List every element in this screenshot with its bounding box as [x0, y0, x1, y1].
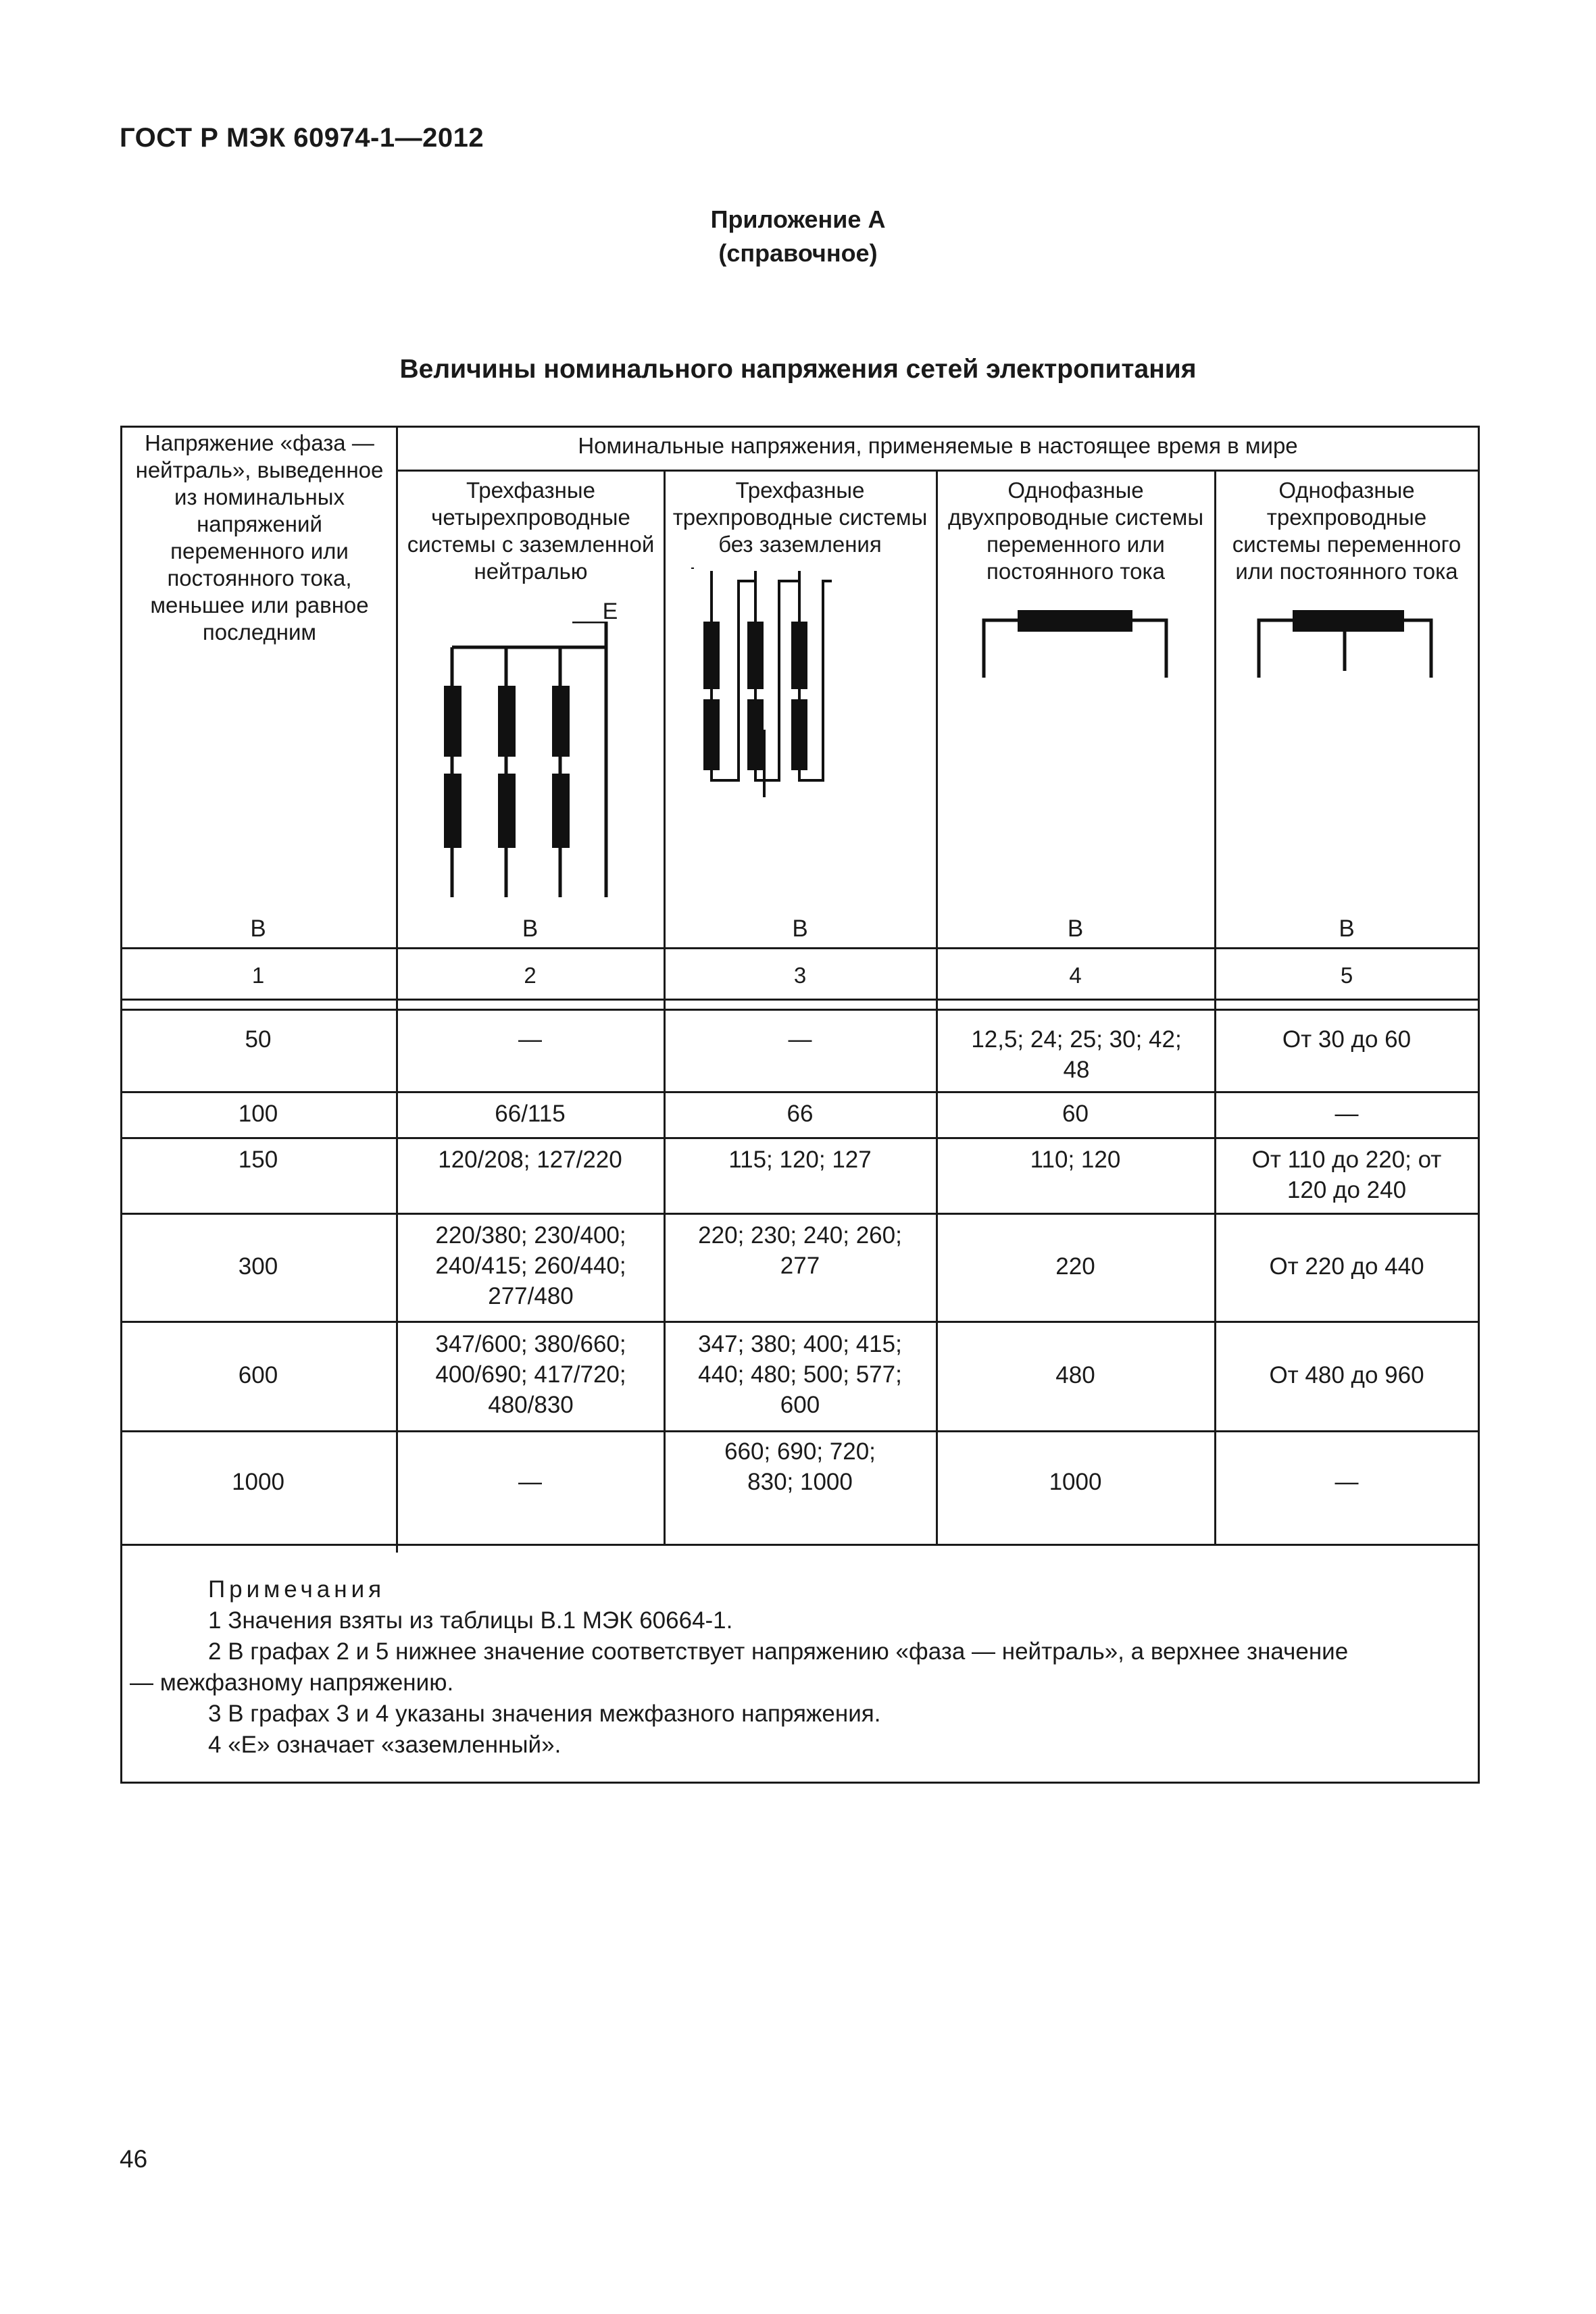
- note-item: — межфазному напряжению.: [130, 1669, 454, 1696]
- table-cell: 50: [245, 1026, 272, 1053]
- table-title: Величины номинального напряжения сетей электропитания: [399, 355, 1197, 384]
- table-cell: 1000: [1049, 1469, 1102, 1495]
- single-phase-three-wire-diagram: [1215, 593, 1478, 688]
- table-cell: 1000: [232, 1469, 284, 1495]
- table-cell: 347; 380; 400; 415; 440; 480; 500; 577; 600: [698, 1331, 902, 1418]
- note-item: 3 В графах 3 и 4 указаны значения межфазного напряжения.: [208, 1701, 881, 1727]
- table-cell: —: [1335, 1101, 1359, 1127]
- table-cell: От 480 до 960: [1269, 1362, 1424, 1388]
- col-number: 4: [1069, 963, 1082, 988]
- table-cell: 347/600; 380/660; 400/690; 417/720; 480/830: [435, 1331, 626, 1418]
- table-cell: 66/115: [495, 1101, 566, 1127]
- table-cell: 100: [238, 1101, 278, 1127]
- appendix-subtitle: (справочное): [718, 239, 878, 267]
- notes-title: Примечания: [208, 1576, 386, 1603]
- table-cell: —: [518, 1469, 542, 1495]
- voltage-table: [120, 426, 1480, 1784]
- units-divider: [120, 947, 1480, 949]
- table-cell: 300: [238, 1253, 278, 1280]
- table-cell: 12,5; 24; 25; 30; 42; 48: [971, 1026, 1182, 1083]
- row-divider: [120, 1321, 1480, 1323]
- table-body-bottom: [120, 1544, 1480, 1546]
- col-number: 5: [1340, 963, 1353, 988]
- table-cell: 660; 690; 720; 830; 1000: [724, 1438, 876, 1495]
- table-cell: 220: [1055, 1253, 1095, 1280]
- col4-header: Однофазные двухпроводные системы переменного или постоянного тока: [947, 478, 1204, 584]
- unit-col1: В: [250, 915, 266, 942]
- appendix-heading: [0, 203, 1596, 270]
- row-divider: [120, 1137, 1480, 1139]
- col-number: 1: [251, 963, 265, 988]
- table-cell: 220; 230; 240; 260; 277: [698, 1222, 902, 1279]
- numbers-divider: [120, 999, 1480, 1001]
- table-cell: От 220 до 440: [1269, 1253, 1424, 1280]
- note-item: 4 «Е» означает «заземленный».: [208, 1732, 562, 1758]
- row-divider: [120, 1430, 1480, 1432]
- note-item: 1 Значения взяты из таблицы В.1 МЭК 60664-1.: [208, 1607, 733, 1634]
- col-number: 2: [524, 963, 537, 988]
- notes-block: [120, 1574, 1480, 1761]
- col-number: 3: [793, 963, 807, 988]
- row-divider: [120, 1091, 1480, 1093]
- unit-col3: В: [792, 915, 808, 942]
- table-cell: 60: [1062, 1101, 1089, 1127]
- unit-col4: В: [1067, 915, 1084, 942]
- row-divider: [120, 1213, 1480, 1215]
- table-cell: 220/380; 230/400; 240/415; 260/440; 277/480: [435, 1222, 626, 1309]
- three-phase-four-wire-diagram: [397, 622, 664, 919]
- col2-header: Трехфазные четырехпроводные системы с заземленной нейтралью: [407, 478, 655, 584]
- group-header-divider: [397, 470, 1480, 472]
- appendix-title: Приложение А: [710, 205, 886, 233]
- col-divider: [396, 426, 398, 1553]
- numbers-divider-double: [120, 1009, 1480, 1011]
- table-cell: 480: [1055, 1362, 1095, 1388]
- table-cell: 66: [787, 1101, 814, 1127]
- table-cell: 110; 120: [1030, 1147, 1121, 1173]
- col5-header: Однофазные трехпроводные системы переменного или постоянного тока: [1232, 478, 1462, 584]
- table-cell: —: [518, 1026, 542, 1053]
- table-cell: —: [788, 1026, 812, 1053]
- table-cell: От 110 до 220; от 120 до 240: [1251, 1147, 1442, 1203]
- table-border-bottom: [120, 1782, 1480, 1784]
- table-border-top: [120, 426, 1480, 428]
- three-phase-three-wire-diagram: [664, 568, 936, 797]
- group-header: Номинальные напряжения, применяемые в настоящее время в мире: [578, 433, 1298, 458]
- table-cell: От 30 до 60: [1282, 1026, 1412, 1053]
- earth-wire-top: [593, 622, 614, 649]
- unit-col2: В: [522, 915, 539, 942]
- earth-label: E: [602, 599, 618, 624]
- page-number: 46: [120, 2145, 148, 2173]
- table-cell: 150: [238, 1147, 278, 1173]
- table-cell: 120/208; 127/220: [438, 1147, 622, 1173]
- table-cell: —: [1335, 1469, 1359, 1495]
- single-phase-two-wire-diagram: [937, 593, 1214, 688]
- col1-header: Напряжение «фаза — нейтраль», выведенное из номинальных напряжений переменного или постоянного тока, меньшее или равное последним: [135, 430, 384, 645]
- note-item: 2 В графах 2 и 5 нижнее значение соответствует напряжению «фаза — нейтраль», а верхнее значение: [208, 1638, 1349, 1665]
- document-header: ГОСТ Р МЭК 60974-1—2012: [120, 123, 484, 153]
- unit-col5: В: [1339, 915, 1355, 942]
- table-cell: 600: [238, 1362, 278, 1388]
- table-cell: 115; 120; 127: [728, 1147, 872, 1173]
- col3-header: Трехфазные трехпроводные системы без заземления: [672, 478, 928, 557]
